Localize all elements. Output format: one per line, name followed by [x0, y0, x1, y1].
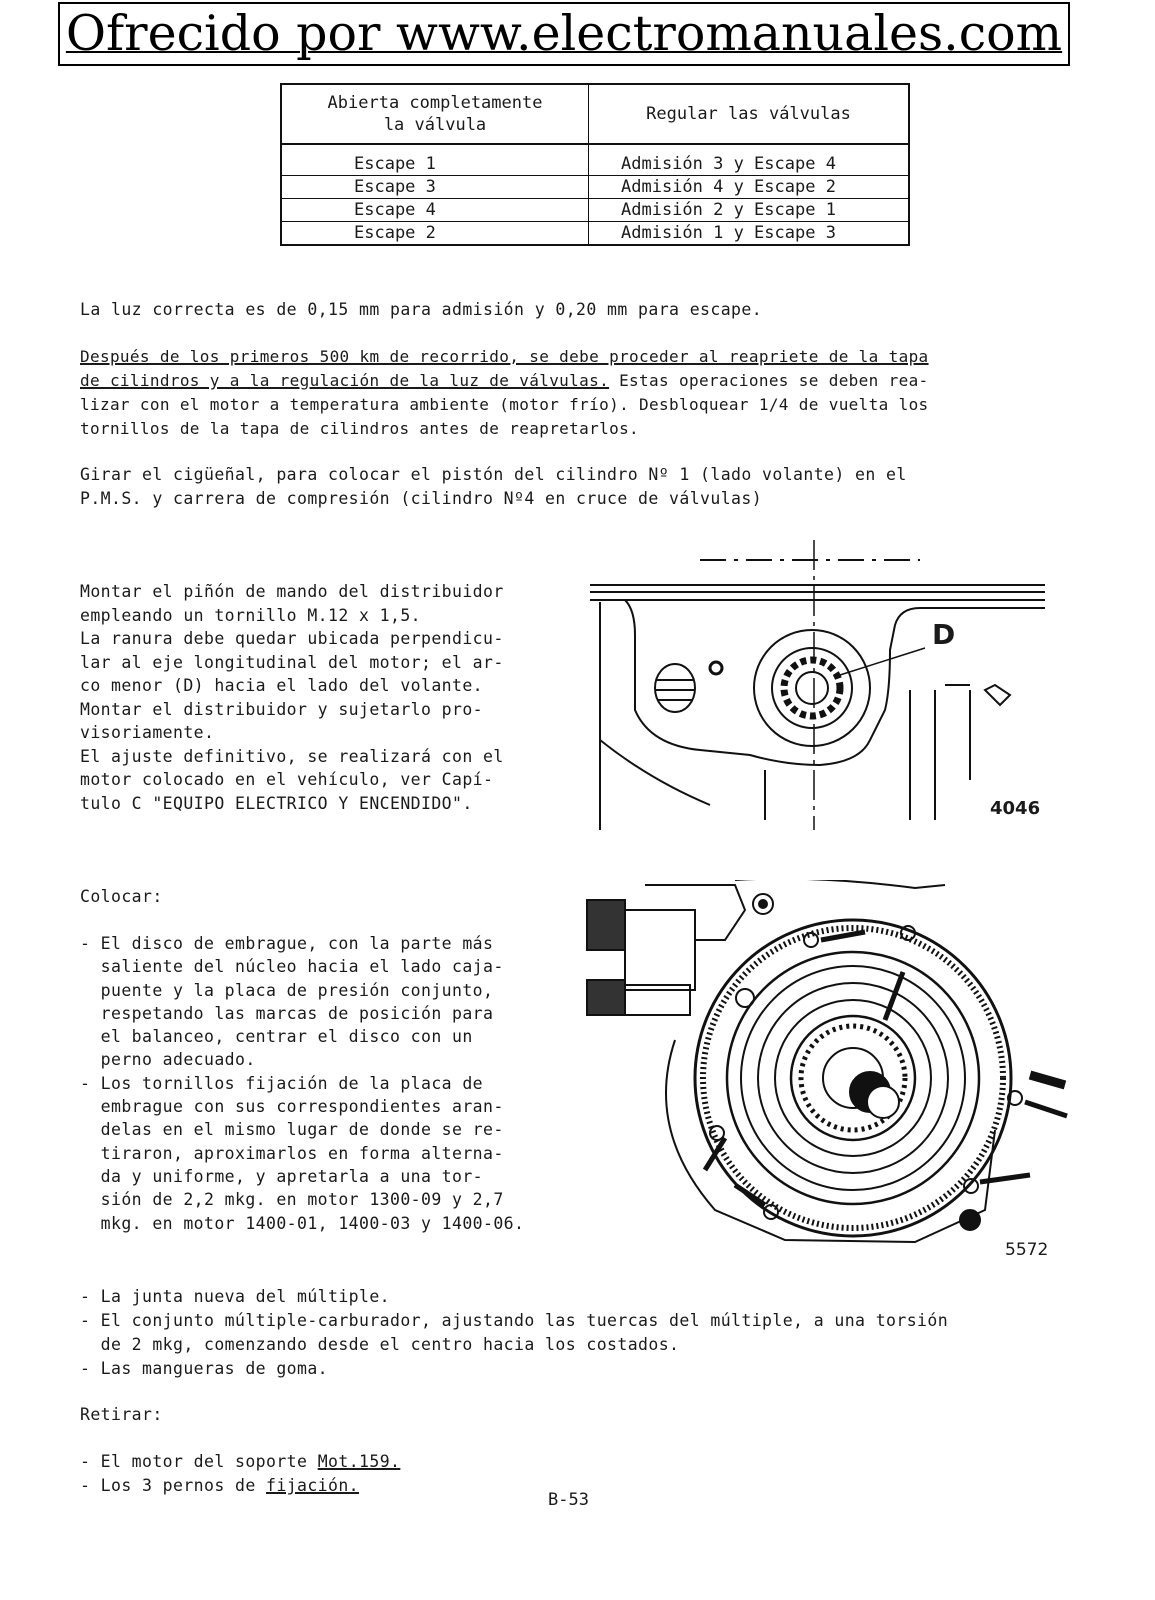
- tool-reference: Mot.159.: [317, 1452, 401, 1471]
- table-cell: Admisión 3 y Escape 4: [589, 144, 910, 176]
- retirar-item-2-underlined: fijación.: [266, 1476, 360, 1495]
- retighten-underlined-text: Después de los primeros 500 km de recorrido, se debe proceder al reapriete de la tapa de cilindros y a la regulación de la luz de válvulas.: [80, 347, 929, 390]
- website-banner: Ofrecido por www.electromanuales.com: [58, 2, 1070, 66]
- clutch-instructions: - El disco de embrague, con la parte más saliente del núcleo hacia el lado caja- puente y la placa de presión conjunto, respetando las marcas de posición para el balanceo, centrar el disco con un perno adecuado. - Los tornillos fijación de la placa de embrague con sus correspondientes aran- delas en el mismo lugar de donde se re- tiraron, aproximarlos en forma alterna- da y uniforme, y apretarla a una tor- sión de 2,2 mkg. en motor 1300-09 y 2,7 mkg. en motor 1400-01, 1400-03 y 1400-06.: [80, 934, 525, 1233]
- clutch-assembly-figure: [585, 880, 1070, 1250]
- manifold-list: - La junta nueva del múltiple. - El conjunto múltiple-carburador, ajustando las tuercas del múltiple, a una torsión de 2 mkg, comenzando desde el centro hacia los costados. - Las mangueras de goma.: [80, 1287, 949, 1378]
- retirar-heading: Retirar:: [80, 1405, 163, 1424]
- table-cell: Admisión 4 y Escape 2: [589, 176, 910, 199]
- table-cell: Escape 2: [281, 222, 589, 246]
- table-header-adjust-valves: Regular las válvulas: [589, 84, 910, 144]
- retighten-rest-text: Estas operaciones se deben rea- lizar con el motor a temperatura ambiente (motor frío). Desbloquear 1/4 de vuelta los tornillos de la tapa de cilindros antes de reapretarlos.: [80, 371, 929, 438]
- table-row: [281, 222, 909, 246]
- table-header-open-valve: [281, 84, 589, 144]
- table-row: [281, 199, 909, 222]
- table-row: [281, 176, 909, 199]
- retirar-item-1-text: - El motor del soporte: [80, 1452, 318, 1471]
- table-cell: Admisión 1 y Escape 3: [589, 222, 910, 246]
- valve-adjustment-table: [280, 83, 910, 246]
- table-cell: Escape 3: [281, 176, 589, 199]
- table-row: [281, 144, 909, 176]
- figure-number-4046: 4046: [990, 798, 1041, 819]
- figure-label-d: D: [932, 618, 956, 651]
- page-number: B-53: [548, 1490, 589, 1510]
- distributor-drive-figure: [590, 540, 1050, 830]
- clearance-paragraph: La luz correcta es de 0,15 mm para admisión y 0,20 mm para escape.: [80, 300, 763, 319]
- distributor-paragraph: Montar el piñón de mando del distribuidor empleando un tornillo M.12 x 1,5. La ranura debe quedar ubicada perpendicu- lar al eje longitudinal del motor; el ar- co menor (D) hacia el lado del volante. Montar el distribuidor y sujetarlo pro- visoriamente. El ajuste definitivo, se realizará con el motor colocado en el vehículo, ver Capí- tulo C "EQUIPO ELECTRICO Y ENCENDIDO".: [80, 582, 504, 813]
- retirar-item-2-text: - Los 3 pernos de: [80, 1476, 267, 1495]
- colocar-heading: Colocar:: [80, 887, 163, 906]
- figure-number-5572: 5572: [1005, 1240, 1049, 1260]
- retighten-paragraph: [80, 345, 929, 441]
- crankshaft-paragraph: Girar el cigüeñal, para colocar el pistón del cilindro Nº 1 (lado volante) en el P.M.S. y carrera de compresión (cilindro Nº4 en cruce de válvulas): [80, 465, 907, 508]
- table-cell: Escape 4: [281, 199, 589, 222]
- header-text: Abierta completamente la válvula: [327, 93, 543, 135]
- retirar-list: [80, 1450, 400, 1498]
- table-cell: Escape 1: [281, 144, 589, 176]
- table-cell: Admisión 2 y Escape 1: [589, 199, 910, 222]
